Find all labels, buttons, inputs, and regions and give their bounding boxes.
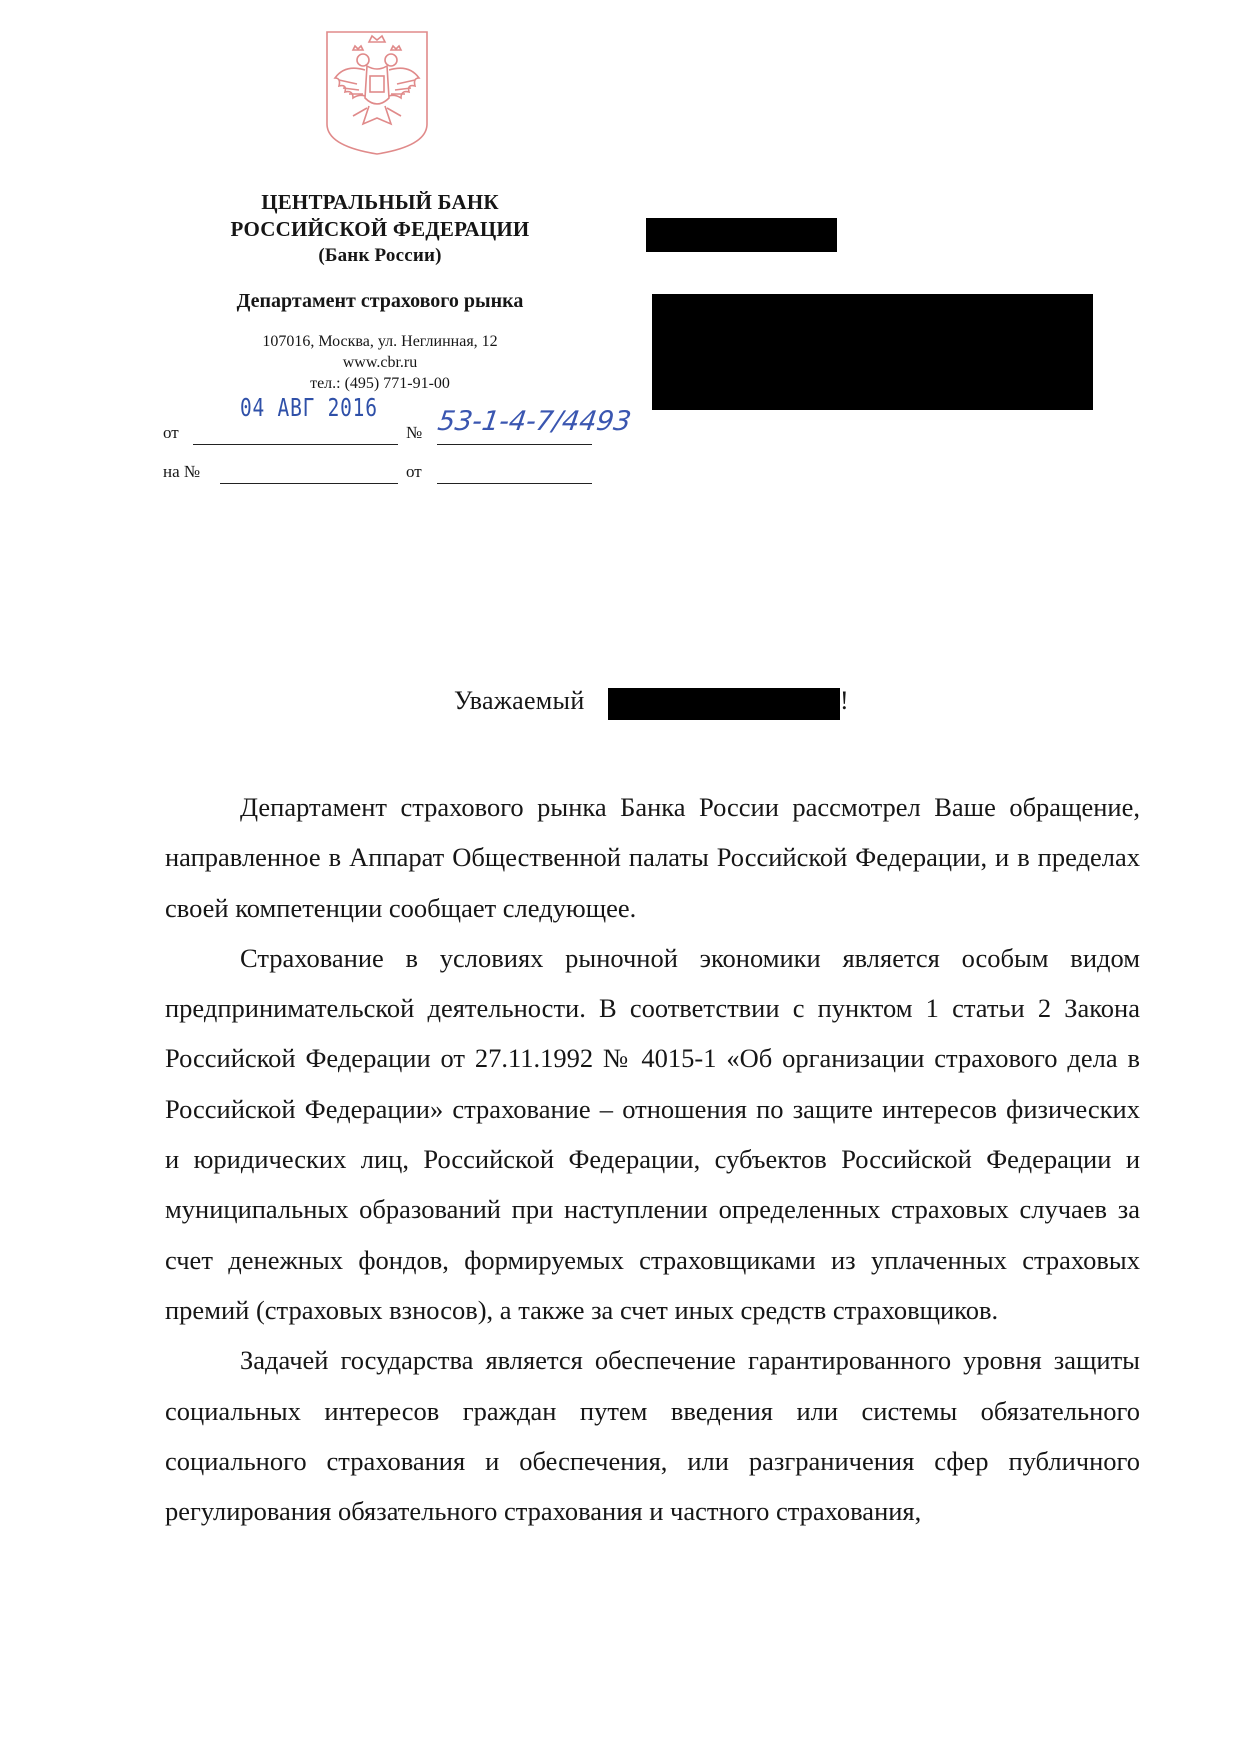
greeting — [454, 686, 585, 716]
address: 107016, Москва, ул. Неглинная, 12 — [262, 333, 498, 350]
ref-from-label: от — [406, 462, 422, 481]
greeting-suffix: ! — [840, 686, 849, 715]
redacted-recipient-name — [646, 218, 837, 252]
department-name: Департамент страхового рынка — [236, 290, 524, 312]
org-name-line1: ЦЕНТРАЛЬНЫЙ БАНК — [261, 190, 499, 214]
handwritten-registration-number: 53-1-4-7/4493 — [435, 406, 634, 437]
org-short-name: (Банк России) — [318, 245, 442, 266]
letter-body — [165, 782, 1140, 1536]
ref-date-line — [437, 483, 592, 484]
greeting-prefix: Уважаемый — [454, 686, 585, 715]
date-stamp: 04 АВГ 2016 — [240, 393, 378, 422]
redacted-recipient-address — [652, 294, 1093, 410]
phone: тел.: (495) 771-91-00 — [310, 375, 450, 392]
body-paragraph: Страхование в условиях рыночной экономики является особым видом предпринимательской деятельности. В соответствии с пунктом 1 статьи 2 Закона Российской Федерации от 27.11.1992 № 4015-1 «Об организации страхового дела в Российской Федерации» страхование – отношения по защите интересов физических и юридических лиц, Российской Федерации, субъектов Российской Федерации и муниципальных образований при наступлении определенных страховых случаев за счет денежных фондов, формируемых страховщиками из уплаченных страховых премий (страховых взносов), а также за счет иных средств страховщиков. — [165, 942, 1140, 1325]
body-paragraph: Задачей государства является обеспечение гарантированного уровня защиты социальных интересов граждан путем введения или системы обязательного социального страхования и обеспечения, или разграничения сфер публичного регулирования обязательного страхования и частного страхования, — [165, 1345, 1140, 1527]
website: www.cbr.ru — [342, 354, 418, 371]
from-label: от — [163, 423, 179, 442]
org-name-line2: РОССИЙСКОЙ ФЕДЕРАЦИИ — [230, 217, 530, 241]
redacted-greeting-name — [608, 688, 840, 720]
number-label: № — [406, 423, 423, 442]
number-line — [437, 444, 592, 445]
date-line — [193, 444, 398, 445]
coat-of-arms-icon — [323, 28, 431, 156]
ref-number-label: на № — [163, 462, 201, 481]
ref-number-line — [220, 483, 398, 484]
body-paragraph: Департамент страхового рынка Банка России рассмотрел Ваше обращение, направленное в Аппарат Общественной палаты Российской Федерации, и в пределах своей компетенции сообщает следующее. — [165, 792, 1140, 923]
